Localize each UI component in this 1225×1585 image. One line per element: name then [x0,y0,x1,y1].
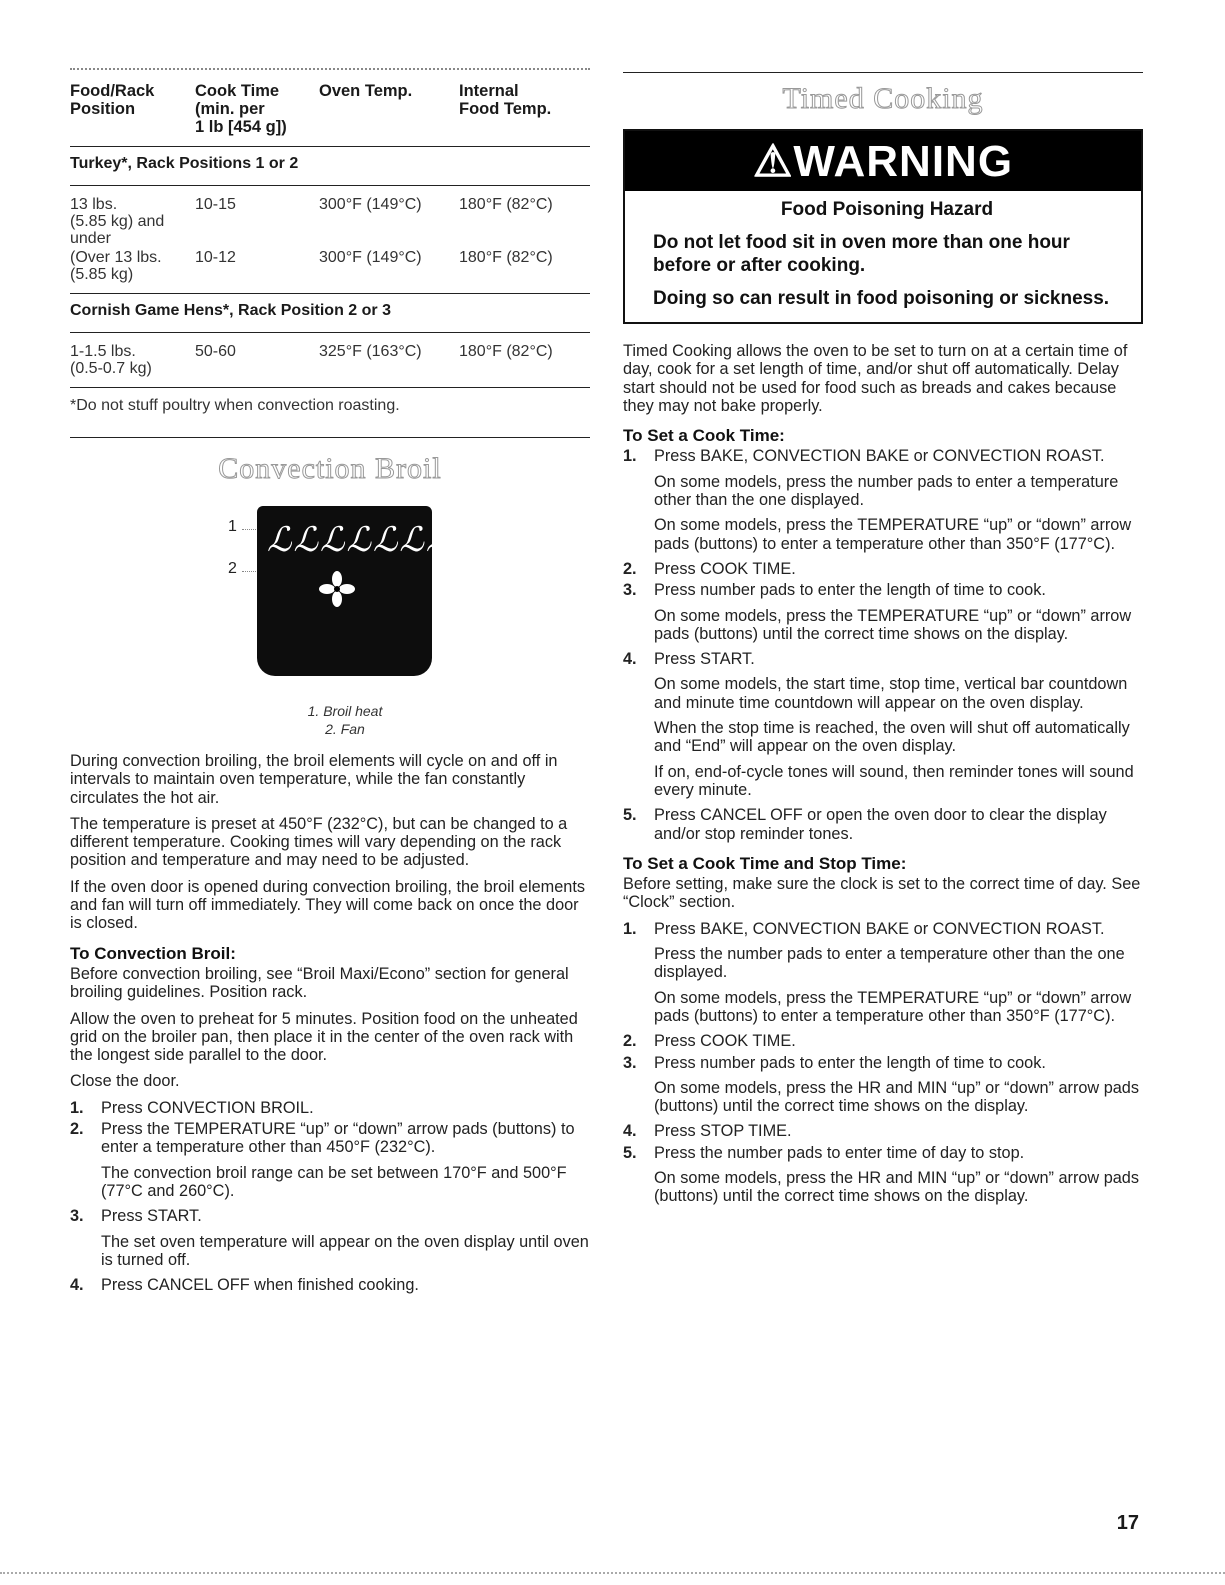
callout-2: 2 [228,560,237,577]
right-column [623,68,1143,1213]
step-text: Press number pads to enter the length of time to cook. [654,581,1046,600]
warning-triangle-icon: ⚠ [752,137,794,186]
list-item [70,1207,590,1269]
oven-cavity [257,506,453,676]
hazard-title: Food Poisoning Hazard [780,199,994,220]
broil-heat-icon: ℒℒℒℒℒℒℒ [267,522,453,559]
table-group-title: Turkey*, Rack Positions 1 or 2 [70,155,299,172]
step-number: 5. [623,1143,637,1162]
list-item [623,806,1143,843]
step-note: On some models, the start time, stop time, vertical bar countdown and minute time countdown will appear on the oven display. [654,675,1128,712]
warning-header [625,131,1141,191]
step-number: 1. [70,1098,84,1117]
paragraph: Timed Cooking allows the oven to be set to turn on at a certain time of day, cook for a set length of time, and/or shut off automatically. Delay start should not be used for food such as breads and cakes because they may not bake properly. [623,342,1128,415]
left-column [70,68,590,1297]
list-item [70,1276,590,1294]
warning-line: Doing so can result in food poisoning or sickness. [653,288,1110,309]
section-title-convection-broil: Convection Broil [218,452,442,485]
page-number: 17 [1116,1512,1139,1534]
step-text: Press BAKE, CONVECTION BAKE or CONVECTION ROAST. [654,447,1105,466]
convection-broil-diagram [70,492,590,702]
convection-broil-steps [70,1099,590,1295]
list-item [623,920,1143,1025]
step-note: On some models, press the number pads to enter a temperature other than the one displayed. [654,472,1119,510]
table-cell: 10-15 [195,196,236,213]
table-cell: 50-60 [195,343,236,360]
list-item [623,560,1143,578]
table-header-cell: Internal Food Temp. [459,82,552,118]
step-number: 1. [623,447,637,466]
step-note: Press the number pads to enter a temperature other than the one displayed. [654,945,1125,982]
step-note: When the stop time is reached, the oven will shut off automatically and “End” will appear on the oven display. [654,719,1130,756]
table-cell: 300°F (149°C) [319,196,422,213]
list-item [623,581,1143,643]
table-row [70,343,590,377]
step-text: Press CONVECTION BROIL. [101,1098,314,1117]
section-title-timed-cooking: Timed Cooking [782,82,984,115]
paragraph: Close the door. [70,1072,180,1091]
warning-line: Do not let food sit in oven more than one hour before or after cooking. [653,232,1070,276]
step-text: Press the TEMPERATURE “up” or “down” arrow pads (buttons) to enter a temperature other than 450°F (232°C). [101,1120,575,1157]
warning-body [625,191,1141,322]
step-text: Press START. [101,1207,202,1226]
table-row [70,249,590,283]
table-header-cell: Food/Rack Position [70,82,155,118]
table-cell: 300°F (149°C) [319,249,422,266]
step-number: 2. [70,1120,84,1139]
timed-cooking-body [623,342,1143,1206]
step-text: Press CANCEL OFF or open the oven door to clear the display and/or stop reminder tones. [654,806,1107,843]
step-note: If on, end-of-cycle tones will sound, then reminder tones will sound every minute. [654,762,1134,799]
paragraph: The temperature is preset at 450°F (232°C), but can be changed to a different temperature. Cooking times will vary depending on the rack position and temperature and may need to be adjusted. [70,814,568,870]
top-dotted-rule [70,68,590,70]
table-group-cornish [70,333,590,387]
step-number: 3. [70,1207,84,1226]
cook-time-steps [623,447,1143,842]
table-footnote: *Do not stuff poultry when convection roasting. [70,397,400,414]
step-text: Press the number pads to enter time of day to stop. [654,1143,1025,1162]
list-item [623,650,1143,799]
stop-time-steps [623,920,1143,1206]
table-group-turkey [70,186,590,293]
section-divider [623,72,1143,73]
warning-box [623,129,1143,324]
step-text: Press BAKE, CONVECTION BAKE or CONVECTION ROAST. [654,919,1105,938]
warning-title: WARNING [793,137,1014,186]
table-header [70,76,590,146]
table-cell: 325°F (163°C) [319,343,422,360]
step-number: 4. [623,650,637,669]
table-cell: 1-1.5 lbs. (0.5-0.7 kg) [70,343,152,377]
callout-1: 1 [228,518,237,535]
convection-broil-body [70,752,590,1294]
step-number: 2. [623,559,637,578]
table-cell: 10-12 [195,249,236,266]
paragraph: Before convection broiling, see “Broil Maxi/Econo” section for general broiling guidelines. Position rack. [70,964,569,1002]
list-item [70,1099,590,1117]
step-number: 2. [623,1032,637,1051]
list-item [70,1120,590,1200]
step-text: Press START. [654,650,755,669]
step-note: The convection broil range can be set between 170°F and 500°F (77°C and 260°C). [101,1163,567,1200]
step-number: 1. [623,919,637,938]
table-cell: 13 lbs. (5.85 kg) and under [70,196,165,247]
step-note: On some models, press the TEMPERATURE “up” or “down” arrow pads (buttons) to enter a temperature other than 350°F (177°C). [654,516,1132,553]
paragraph: During convection broiling, the broil elements will cycle on and off in intervals to maintain oven temperature, while the fan constantly circulates the hot air. [70,752,558,807]
step-number: 5. [623,806,637,825]
table-cell: 180°F (82°C) [459,196,553,213]
subheading-set-cook-and-stop-time: To Set a Cook Time and Stop Time: [623,853,907,873]
table-group-title: Cornish Game Hens*, Rack Position 2 or 3 [70,302,391,319]
step-note: The set oven temperature will appear on the oven display until oven is turned off. [101,1232,589,1269]
diagram-caption-1: 1. Broil heat [307,703,383,719]
list-item [623,1122,1143,1140]
step-text: Press CANCEL OFF when finished cooking. [101,1276,419,1295]
diagram-caption-2: 2. Fan [325,721,365,737]
table-cell: 180°F (82°C) [459,249,553,266]
section-divider [70,437,590,438]
step-text: Press STOP TIME. [654,1122,792,1141]
step-text: Press number pads to enter the length of time to cook. [654,1053,1046,1072]
step-note: On some models, press the HR and MIN “up” or “down” arrow pads (buttons) until the correct time shows on the display. [654,1078,1140,1116]
paragraph: If the oven door is opened during convection broiling, the broil elements and fan will turn off immediately. They will come back on once the door is closed. [70,877,585,933]
list-item [623,1032,1143,1050]
subheading-set-cook-time: To Set a Cook Time: [623,426,785,446]
step-text: Press COOK TIME. [654,1032,796,1051]
step-note: On some models, press the TEMPERATURE “up” or “down” arrow pads (buttons) to enter a temperature other than 350°F (177°C). [654,988,1132,1025]
bottom-dotted-rule [0,1572,1225,1574]
step-text: Press COOK TIME. [654,559,796,578]
table-cell: (Over 13 lbs. (5.85 kg) [70,249,162,283]
fan-icon [319,571,355,607]
step-number: 4. [623,1122,637,1141]
subheading-to-convection-broil: To Convection Broil: [70,943,236,963]
step-number: 3. [623,581,637,600]
step-number: 3. [623,1053,637,1072]
table-header-cell: Oven Temp. [319,82,413,100]
list-item [623,1144,1143,1206]
table-cell: 180°F (82°C) [459,343,553,360]
paragraph: Before setting, make sure the clock is set to the correct time of day. See “Clock” section. [623,875,1141,912]
list-item [623,447,1143,552]
list-item [623,1054,1143,1116]
step-note: On some models, press the TEMPERATURE “up” or “down” arrow pads (buttons) until the correct time shows on the display. [654,606,1132,643]
step-number: 4. [70,1276,84,1295]
table-header-cell: Cook Time (min. per 1 lb [454 g]) [195,82,287,136]
paragraph: Allow the oven to preheat for 5 minutes. Position food on the unheated grid on the broiler pan, then place it in the center of the oven rack with the longest side parallel to the door. [70,1009,578,1065]
step-note: On some models, press the HR and MIN “up” or “down” arrow pads (buttons) until the correct time shows on the display. [654,1168,1140,1206]
table-row [70,196,590,247]
